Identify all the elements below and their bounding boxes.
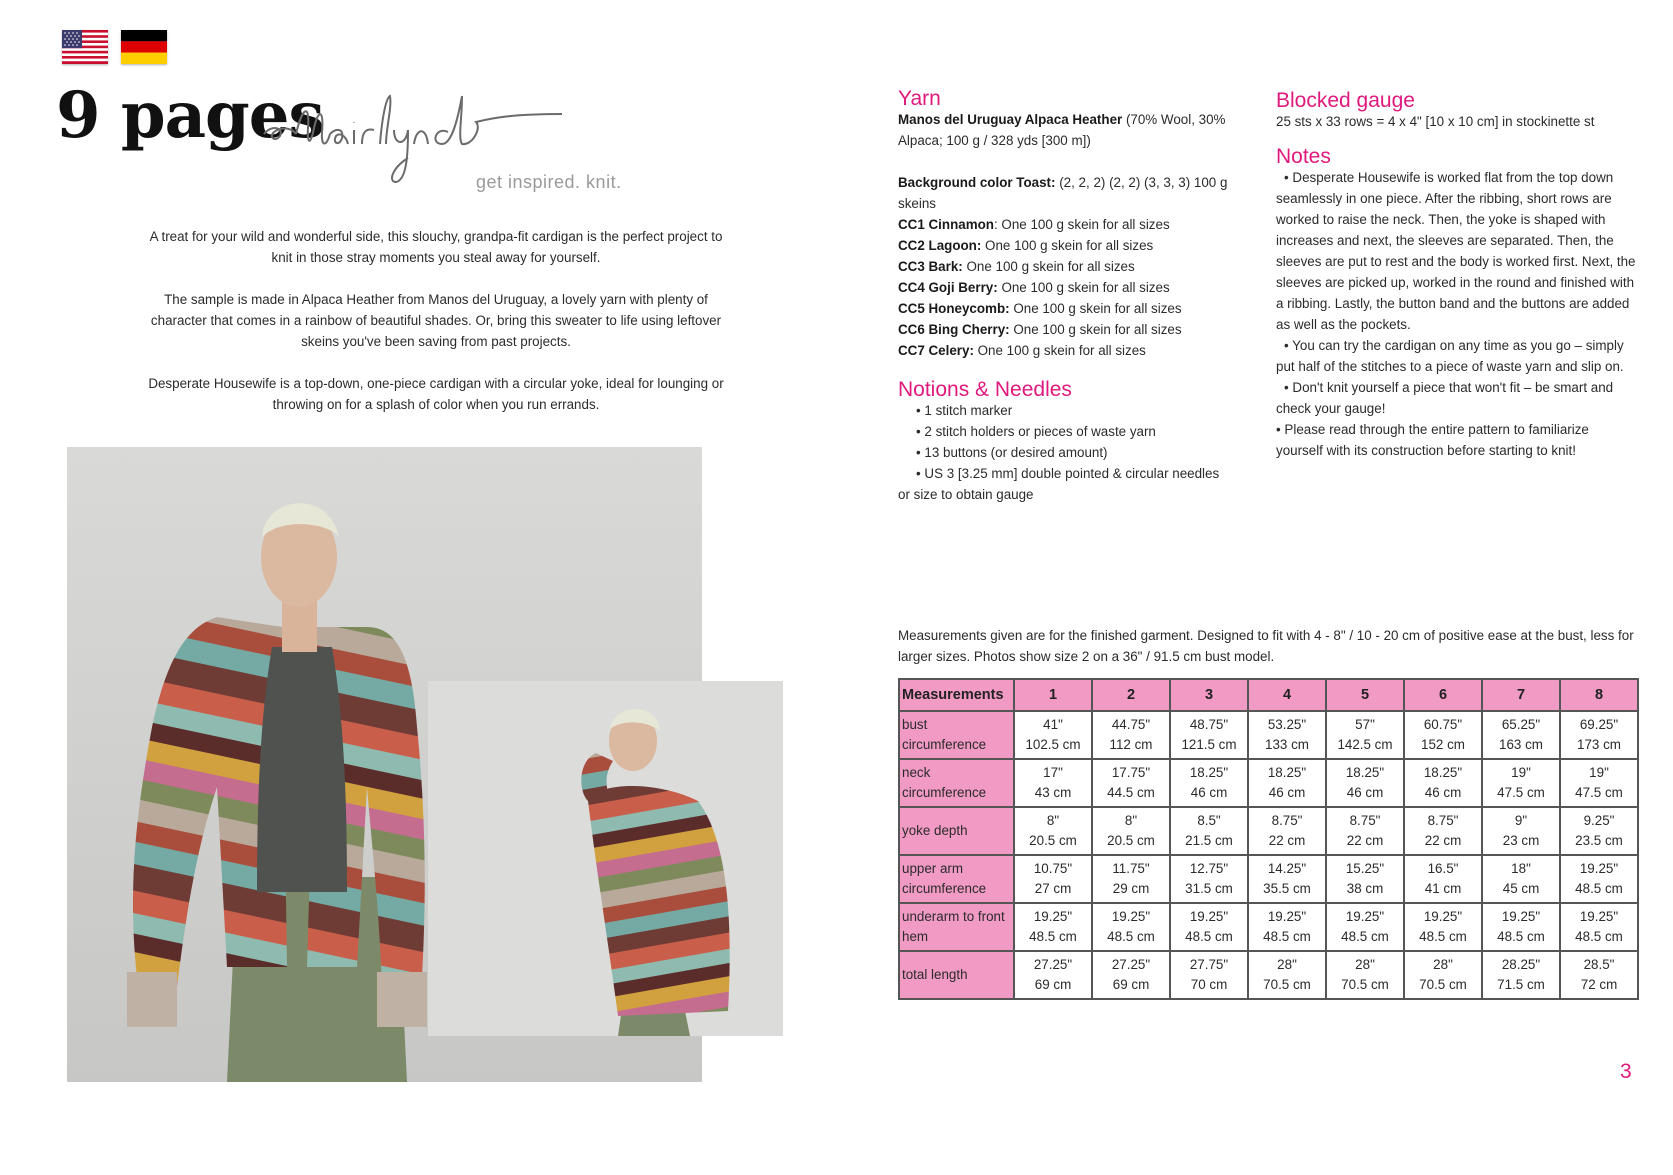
value-inches: 9" bbox=[1514, 813, 1528, 828]
table-row bbox=[899, 903, 1638, 951]
value-inches: 18" bbox=[1511, 861, 1531, 876]
value-cm: 29 cm bbox=[1112, 881, 1150, 896]
row-label: neck circumference bbox=[899, 759, 1014, 807]
list-item: or size to obtain gauge bbox=[898, 487, 1034, 502]
value-cm: 46 cm bbox=[1424, 785, 1462, 800]
value-inches: 19.25" bbox=[1579, 909, 1619, 924]
notions-heading: Notions & Needles bbox=[898, 378, 1072, 401]
pages-count-label: 9 pages bbox=[56, 78, 324, 153]
value-cm: 22 cm bbox=[1268, 833, 1306, 848]
table-header-cell: 8 bbox=[1560, 679, 1638, 711]
background-color-details: (2, 2, 2) (2, 2) (3, 3, 3) 100 g skeins bbox=[898, 175, 1228, 211]
table-cell bbox=[1404, 903, 1482, 951]
value-inches: 19.25" bbox=[1345, 909, 1385, 924]
cc-label: CC5 Honeycomb: bbox=[898, 301, 1010, 316]
value-inches: 57" bbox=[1355, 717, 1375, 732]
table-cell bbox=[1404, 759, 1482, 807]
cc-label: CC4 Goji Berry: bbox=[898, 280, 998, 295]
cc-label: CC2 Lagoon: bbox=[898, 238, 982, 253]
value-inches: 16.5" bbox=[1427, 861, 1459, 876]
logo-tagline: get inspired. knit. bbox=[476, 172, 622, 192]
value-inches: 19.25" bbox=[1267, 909, 1307, 924]
page-number: 3 bbox=[1620, 1060, 1632, 1083]
table-cell bbox=[1326, 711, 1404, 759]
table-cell bbox=[1482, 855, 1560, 903]
table-cell bbox=[1560, 759, 1638, 807]
value-inches: 18.25" bbox=[1345, 765, 1385, 780]
row-label: underarm to front hem bbox=[899, 903, 1014, 951]
value-inches: 19.25" bbox=[1423, 909, 1463, 924]
list-item: • Desperate Housewife is worked flat from the top down seamlessly in one piece. After the ribbing, short rows are worked to raise the neck. Then, the yoke is shaped with increases and next, the sleeves are separated. Then, the sleeves are put to rest and the body is worked first. Next, the sleeves are picked up, worked in the round and finished with a ribbing. Lastly, the button band and the buttons are added as well as the pockets. bbox=[1276, 170, 1636, 332]
value-inches: 28" bbox=[1433, 957, 1453, 972]
value-cm: 35.5 cm bbox=[1263, 881, 1311, 896]
value-cm: 72 cm bbox=[1580, 977, 1618, 992]
list-item bbox=[898, 340, 1243, 361]
table-cell bbox=[1404, 855, 1482, 903]
value-cm: 69 cm bbox=[1034, 977, 1072, 992]
table-cell bbox=[1170, 759, 1248, 807]
measurements-note: Measurements given are for the finished garment. Designed to fit with 4 - 8" / 10 - 20 cm of positive ease at the bust, less for larger sizes. Photos show size 2 on a 36" / 91.5 cm bust model. bbox=[898, 628, 1634, 664]
value-inches: 27.75" bbox=[1189, 957, 1229, 972]
cc-text: One 100 g skein for all sizes bbox=[962, 259, 1135, 274]
table-cell bbox=[1014, 951, 1092, 999]
table-cell bbox=[1092, 807, 1170, 855]
yarn-name: Manos del Uruguay Alpaca Heather bbox=[898, 112, 1123, 127]
table-cell bbox=[1248, 903, 1326, 951]
value-inches: 15.25" bbox=[1345, 861, 1385, 876]
table-cell bbox=[1326, 855, 1404, 903]
value-inches: 19.25" bbox=[1189, 909, 1229, 924]
table-header-cell: 3 bbox=[1170, 679, 1248, 711]
table-cell bbox=[1170, 855, 1248, 903]
table-header-cell: 5 bbox=[1326, 679, 1404, 711]
table-cell bbox=[1482, 951, 1560, 999]
value-inches: 18.25" bbox=[1423, 765, 1463, 780]
value-inches: 18.25" bbox=[1267, 765, 1307, 780]
table-header-cell: 7 bbox=[1482, 679, 1560, 711]
value-cm: 45 cm bbox=[1502, 881, 1540, 896]
value-inches: 10.75" bbox=[1033, 861, 1073, 876]
intro-text bbox=[140, 226, 732, 436]
cc-text: One 100 g skein for all sizes bbox=[981, 238, 1154, 253]
row-label: yoke depth bbox=[899, 807, 1014, 855]
value-inches: 17.75" bbox=[1111, 765, 1151, 780]
table-cell bbox=[1482, 807, 1560, 855]
table-row bbox=[899, 711, 1638, 759]
value-inches: 12.75" bbox=[1189, 861, 1229, 876]
measurements-table bbox=[898, 678, 1639, 1000]
us-flag-icon[interactable] bbox=[62, 30, 108, 64]
list-item bbox=[898, 298, 1243, 319]
table-cell bbox=[1404, 807, 1482, 855]
value-cm: 46 cm bbox=[1346, 785, 1384, 800]
table-cell bbox=[1092, 903, 1170, 951]
value-cm: 22 cm bbox=[1424, 833, 1462, 848]
value-cm: 163 cm bbox=[1499, 737, 1543, 752]
value-cm: 112 cm bbox=[1109, 737, 1153, 752]
notes-list bbox=[1276, 167, 1638, 461]
list-item: • You can try the cardigan on any time as you go – simply put half of the stitches to a piece of waste yarn and slip on. bbox=[1276, 338, 1624, 374]
value-inches: 8" bbox=[1124, 813, 1138, 828]
table-cell bbox=[1560, 903, 1638, 951]
value-cm: 27 cm bbox=[1034, 881, 1072, 896]
value-cm: 48.5 cm bbox=[1185, 929, 1233, 944]
table-cell bbox=[1248, 759, 1326, 807]
list-item: • US 3 [3.25 mm] double pointed & circular needles bbox=[916, 466, 1220, 481]
value-cm: 48.5 cm bbox=[1107, 929, 1155, 944]
value-cm: 41 cm bbox=[1424, 881, 1462, 896]
cc-label: CC7 Celery: bbox=[898, 343, 974, 358]
table-cell bbox=[1014, 807, 1092, 855]
background-color-label: Background color Toast: bbox=[898, 175, 1056, 190]
value-cm: 31.5 cm bbox=[1185, 881, 1233, 896]
value-cm: 47.5 cm bbox=[1497, 785, 1545, 800]
value-cm: 46 cm bbox=[1190, 785, 1228, 800]
value-inches: 28.25" bbox=[1501, 957, 1541, 972]
table-header-row bbox=[899, 679, 1638, 711]
intro-paragraph: A treat for your wild and wonderful side, this slouchy, grandpa-fit cardigan is the perfect project to knit in those stray moments you steal away for yourself. bbox=[149, 229, 723, 265]
value-cm: 48.5 cm bbox=[1575, 929, 1623, 944]
list-item bbox=[898, 256, 1243, 277]
cc-text: One 100 g skein for all sizes bbox=[997, 280, 1170, 295]
table-header-cell: 1 bbox=[1014, 679, 1092, 711]
value-cm: 43 cm bbox=[1034, 785, 1072, 800]
list-item: • Please read through the entire pattern to familiarize yourself with its construction before starting to knit! bbox=[1276, 422, 1589, 458]
value-inches: 11.75" bbox=[1112, 861, 1150, 876]
list-item: • 13 buttons (or desired amount) bbox=[916, 445, 1108, 460]
table-cell bbox=[1092, 951, 1170, 999]
value-cm: 48.5 cm bbox=[1419, 929, 1467, 944]
cc-label: CC6 Bing Cherry: bbox=[898, 322, 1010, 337]
cc-text: One 100 g skein for all sizes bbox=[973, 343, 1146, 358]
table-cell bbox=[1248, 855, 1326, 903]
table-cell bbox=[1326, 903, 1404, 951]
table-row bbox=[899, 951, 1638, 999]
value-inches: 19.25" bbox=[1033, 909, 1073, 924]
table-header-cell: 2 bbox=[1092, 679, 1170, 711]
model-side-photo bbox=[428, 681, 783, 1036]
value-inches: 41" bbox=[1043, 717, 1063, 732]
value-inches: 19" bbox=[1511, 765, 1531, 780]
table-cell bbox=[1326, 807, 1404, 855]
value-inches: 8.5" bbox=[1197, 813, 1221, 828]
table-cell bbox=[1482, 903, 1560, 951]
value-inches: 19" bbox=[1589, 765, 1609, 780]
table-cell bbox=[1170, 951, 1248, 999]
gauge-notes-column bbox=[1276, 90, 1638, 461]
table-cell bbox=[1560, 711, 1638, 759]
value-cm: 70.5 cm bbox=[1263, 977, 1311, 992]
yarn-description bbox=[898, 109, 1243, 151]
value-inches: 9.25" bbox=[1583, 813, 1615, 828]
value-inches: 28.5" bbox=[1583, 957, 1615, 972]
value-cm: 121.5 cm bbox=[1181, 737, 1237, 752]
table-cell bbox=[1014, 903, 1092, 951]
value-cm: 152 cm bbox=[1421, 737, 1465, 752]
list-item bbox=[898, 277, 1243, 298]
cc-text: : One 100 g skein for all sizes bbox=[993, 217, 1170, 232]
value-cm: 47.5 cm bbox=[1575, 785, 1623, 800]
cc-label: CC1 Cinnamon bbox=[898, 217, 994, 232]
table-cell bbox=[1092, 711, 1170, 759]
table-cell bbox=[1560, 951, 1638, 999]
table-row bbox=[899, 855, 1638, 903]
yarn-details: (70% Wool, 30% Alpaca; 100 g / 328 yds [300 m]) bbox=[898, 112, 1226, 148]
value-cm: 102.5 cm bbox=[1025, 737, 1081, 752]
value-cm: 71.5 cm bbox=[1497, 977, 1545, 992]
value-cm: 46 cm bbox=[1268, 785, 1306, 800]
table-cell bbox=[1560, 807, 1638, 855]
cc-label: CC3 Bark: bbox=[898, 259, 963, 274]
value-inches: 28" bbox=[1355, 957, 1375, 972]
table-cell bbox=[1404, 711, 1482, 759]
value-inches: 53.25" bbox=[1267, 717, 1307, 732]
table-cell bbox=[1326, 951, 1404, 999]
value-inches: 65.25" bbox=[1501, 717, 1541, 732]
value-cm: 70 cm bbox=[1190, 977, 1228, 992]
value-cm: 173 cm bbox=[1577, 737, 1621, 752]
value-cm: 44.5 cm bbox=[1107, 785, 1155, 800]
value-inches: 8.75" bbox=[1427, 813, 1459, 828]
table-cell bbox=[1092, 855, 1170, 903]
value-inches: 27.25" bbox=[1033, 957, 1073, 972]
value-cm: 70.5 cm bbox=[1419, 977, 1467, 992]
value-cm: 48.5 cm bbox=[1029, 929, 1077, 944]
table-cell bbox=[1404, 951, 1482, 999]
value-cm: 142.5 cm bbox=[1337, 737, 1393, 752]
yarn-heading: Yarn bbox=[898, 87, 941, 110]
table-cell bbox=[1014, 759, 1092, 807]
list-item bbox=[898, 319, 1243, 340]
value-inches: 28" bbox=[1277, 957, 1297, 972]
background-color bbox=[898, 172, 1243, 214]
value-inches: 27.25" bbox=[1111, 957, 1151, 972]
row-label: total length bbox=[899, 951, 1014, 999]
value-cm: 23 cm bbox=[1502, 833, 1540, 848]
table-cell bbox=[1248, 711, 1326, 759]
value-cm: 20.5 cm bbox=[1107, 833, 1155, 848]
value-inches: 60.75" bbox=[1423, 717, 1463, 732]
value-inches: 18.25" bbox=[1189, 765, 1229, 780]
value-cm: 38 cm bbox=[1346, 881, 1384, 896]
gauge-text: 25 sts x 33 rows = 4 x 4" [10 x 10 cm] in stockinette st bbox=[1276, 114, 1595, 129]
value-cm: 48.5 cm bbox=[1263, 929, 1311, 944]
list-item bbox=[898, 235, 1243, 256]
table-row bbox=[899, 759, 1638, 807]
value-inches: 8" bbox=[1046, 813, 1060, 828]
table-cell bbox=[1092, 759, 1170, 807]
yarn-notions-column bbox=[898, 88, 1243, 505]
contrast-colors-list bbox=[898, 214, 1243, 361]
list-item: • 2 stitch holders or pieces of waste yarn bbox=[916, 424, 1156, 439]
value-cm: 48.5 cm bbox=[1575, 881, 1623, 896]
table-cell bbox=[1170, 807, 1248, 855]
table-cell bbox=[1248, 951, 1326, 999]
table-cell bbox=[1482, 759, 1560, 807]
table-cell bbox=[1326, 759, 1404, 807]
list-item: • 1 stitch marker bbox=[916, 403, 1013, 418]
table-header-cell: 6 bbox=[1404, 679, 1482, 711]
cc-text: One 100 g skein for all sizes bbox=[1009, 322, 1182, 337]
table-header-cell: 4 bbox=[1248, 679, 1326, 711]
value-cm: 48.5 cm bbox=[1341, 929, 1389, 944]
table-cell bbox=[1170, 711, 1248, 759]
value-inches: 19.25" bbox=[1579, 861, 1619, 876]
table-cell bbox=[1170, 903, 1248, 951]
value-inches: 17" bbox=[1043, 765, 1063, 780]
value-inches: 8.75" bbox=[1349, 813, 1381, 828]
value-inches: 44.75" bbox=[1111, 717, 1151, 732]
value-inches: 8.75" bbox=[1271, 813, 1303, 828]
value-cm: 21.5 cm bbox=[1185, 833, 1233, 848]
table-cell bbox=[1014, 711, 1092, 759]
value-cm: 20.5 cm bbox=[1029, 833, 1077, 848]
table-cell bbox=[1482, 711, 1560, 759]
table-row bbox=[899, 807, 1638, 855]
intro-paragraph: Desperate Housewife is a top-down, one-piece cardigan with a circular yoke, ideal for lounging or throwing on for a splash of color when you run errands. bbox=[148, 376, 724, 412]
value-cm: 48.5 cm bbox=[1497, 929, 1545, 944]
value-inches: 48.75" bbox=[1189, 717, 1229, 732]
value-inches: 19.25" bbox=[1501, 909, 1541, 924]
value-cm: 133 cm bbox=[1265, 737, 1309, 752]
row-label: bust circumference bbox=[899, 711, 1014, 759]
cc-text: One 100 g skein for all sizes bbox=[1009, 301, 1182, 316]
value-inches: 19.25" bbox=[1111, 909, 1151, 924]
notions-list bbox=[898, 400, 1243, 505]
notes-heading: Notes bbox=[1276, 145, 1331, 168]
table-cell bbox=[1248, 807, 1326, 855]
value-cm: 69 cm bbox=[1112, 977, 1150, 992]
value-cm: 22 cm bbox=[1346, 833, 1384, 848]
value-inches: 14.25" bbox=[1267, 861, 1307, 876]
table-cell bbox=[1014, 855, 1092, 903]
gauge-heading: Blocked gauge bbox=[1276, 89, 1415, 112]
list-item: • Don't knit yourself a piece that won't fit – be smart and check your gauge! bbox=[1276, 380, 1614, 416]
value-cm: 23.5 cm bbox=[1575, 833, 1623, 848]
list-item bbox=[898, 214, 1243, 235]
table-header-cell: Measurements bbox=[899, 679, 1014, 711]
value-inches: 69.25" bbox=[1579, 717, 1619, 732]
de-flag-icon[interactable] bbox=[121, 30, 167, 64]
table-cell bbox=[1560, 855, 1638, 903]
intro-paragraph: The sample is made in Alpaca Heather from Manos del Uruguay, a lovely yarn with plenty of character that comes in a rainbow of beautiful shades. Or, bring this sweater to life using leftover skeins you've been saving from past projects. bbox=[150, 292, 722, 349]
row-label: upper arm circumference bbox=[899, 855, 1014, 903]
value-cm: 70.5 cm bbox=[1341, 977, 1389, 992]
